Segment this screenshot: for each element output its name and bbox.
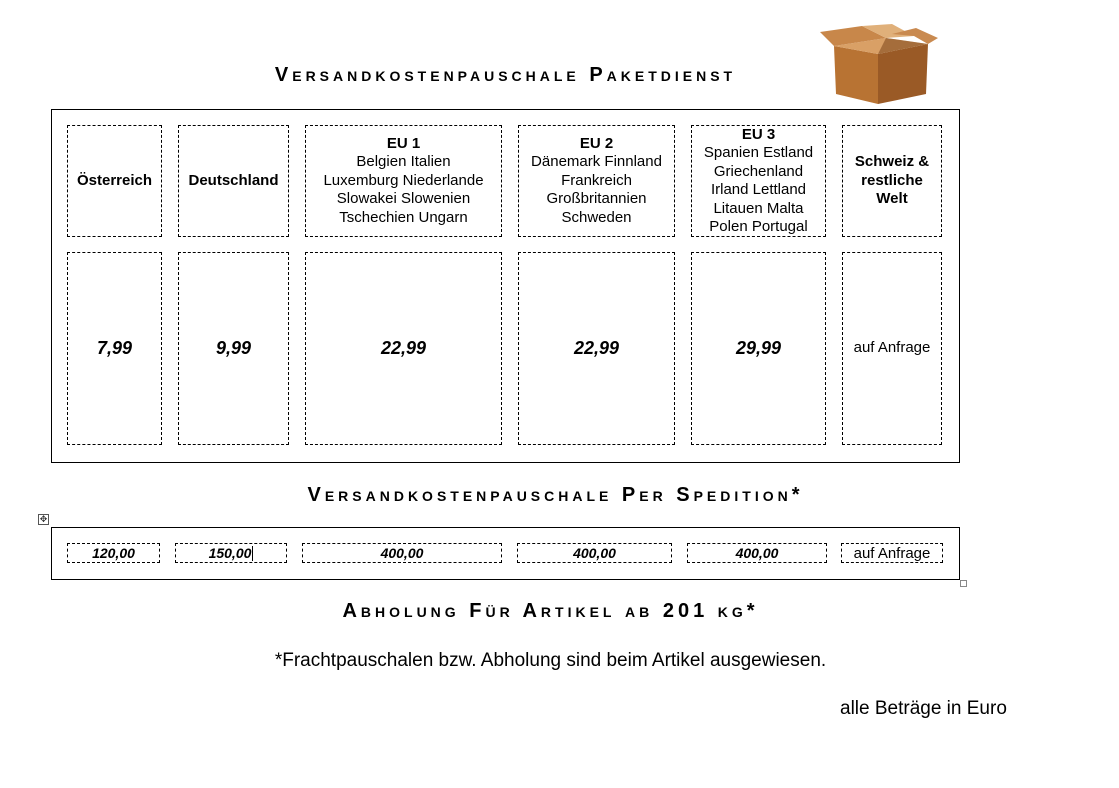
spedition-price-schweiz-welt[interactable]: auf Anfrage	[841, 543, 943, 563]
spedition-price-eu2[interactable]: 400,00	[517, 543, 672, 563]
country-line: Irland Lettland	[710, 181, 807, 198]
region-eu3	[691, 125, 826, 237]
price-eu3: 29,99	[691, 252, 826, 445]
region-deutschland	[178, 125, 289, 237]
spedition-price-oesterreich[interactable]: 120,00	[67, 543, 160, 563]
country-line: Polen Portugal	[709, 218, 808, 235]
spedition-price-value: 150,00	[208, 545, 252, 561]
region-title: Österreich	[76, 171, 153, 189]
country-line: Belgien Italien	[356, 153, 451, 171]
region-eu2	[518, 125, 675, 237]
region-oesterreich	[67, 125, 162, 237]
heading-abholung: Abholung Für Artikel ab 201 kg*	[342, 600, 759, 622]
region-title: EU 2	[579, 134, 614, 152]
country-line: Tschechien Ungarn	[339, 208, 468, 226]
region-title: EU 1	[386, 134, 421, 152]
country-line: Großbritannien	[546, 190, 647, 208]
currency-note: alle Beträge in Euro	[840, 698, 1007, 719]
region-title: Deutschland	[188, 171, 279, 189]
price-eu2: 22,99	[518, 252, 675, 445]
move-handle-icon[interactable]: ✥	[39, 514, 48, 524]
heading-spedition: Versandkostenpauschale Per Spedition*	[307, 484, 804, 506]
country-line: Slowakei Slowenien	[336, 190, 471, 208]
price-schweiz-welt: auf Anfrage	[842, 252, 942, 445]
text-cursor	[252, 546, 253, 561]
country-line: Dänemark Finnland	[531, 153, 662, 171]
price-deutschland: 9,99	[178, 252, 289, 445]
spedition-price-deutschland[interactable]	[175, 543, 287, 563]
price-eu1: 22,99	[305, 252, 502, 445]
cardboard-box-icon	[816, 24, 940, 106]
region-title: Schweiz & restliche Welt	[854, 153, 930, 208]
country-line: Schweden	[561, 208, 632, 226]
country-line: Griechenland	[713, 162, 804, 180]
spedition-price-eu3[interactable]: 400,00	[687, 543, 827, 563]
heading-paketdienst: Versandkostenpauschale Paketdienst	[274, 64, 737, 86]
country-line: Frankreich	[561, 171, 632, 189]
country-line: Spanien Estland	[703, 144, 814, 161]
spedition-price-eu1[interactable]: 400,00	[302, 543, 502, 563]
footnote: *Frachtpauschalen bzw. Abholung sind beim Artikel ausgewiesen.	[274, 650, 827, 671]
table-resize-handle[interactable]	[960, 580, 967, 587]
country-line: Litauen Malta	[713, 199, 804, 217]
price-oesterreich: 7,99	[67, 252, 162, 445]
region-title: EU 3	[741, 125, 776, 143]
region-eu1	[305, 125, 502, 237]
region-schweiz-welt	[842, 125, 942, 237]
country-line: Luxemburg Niederlande	[323, 171, 484, 189]
